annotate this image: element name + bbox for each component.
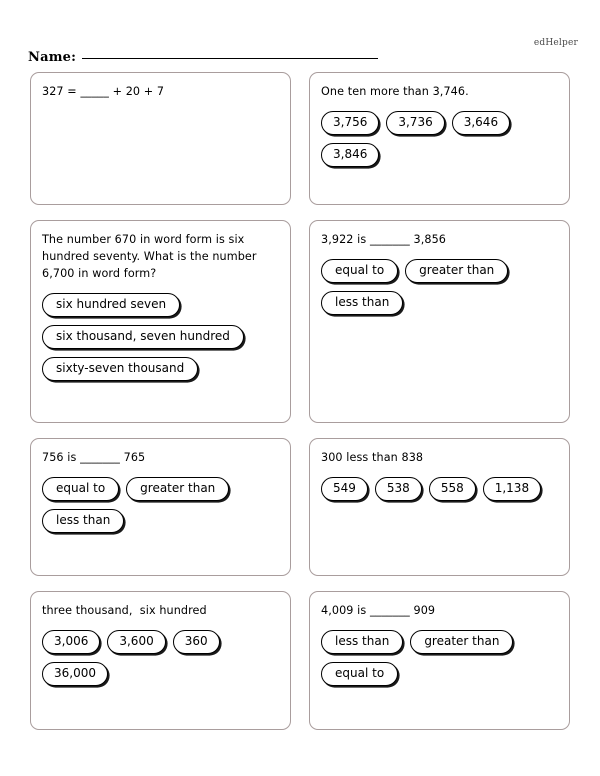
- choice-option[interactable]: 3,846: [321, 143, 379, 167]
- choice-list: [321, 111, 558, 167]
- choice-option[interactable]: greater than: [405, 259, 508, 283]
- name-label: Name:: [28, 50, 77, 65]
- name-field-row: [28, 50, 378, 65]
- worksheet-row-3: [30, 438, 570, 576]
- choice-list: [321, 259, 558, 315]
- problem-box-1: [30, 72, 291, 205]
- choice-option[interactable]: 1,138: [483, 477, 541, 501]
- choice-option[interactable]: 3,006: [42, 630, 100, 654]
- choice-option[interactable]: 538: [375, 477, 422, 501]
- choice-option[interactable]: 3,600: [107, 630, 165, 654]
- problem-box-6: [309, 438, 570, 576]
- choice-option[interactable]: 360: [173, 630, 220, 654]
- choice-option[interactable]: 3,646: [452, 111, 510, 135]
- choice-option[interactable]: equal to: [321, 259, 398, 283]
- problem-question: 3,922 is _______ 3,856: [321, 233, 447, 246]
- choice-option[interactable]: six thousand, seven hundred: [42, 325, 244, 349]
- worksheet-row-2: [30, 220, 570, 423]
- problem-question: 4,009 is _______ 909: [321, 604, 436, 617]
- problem-question: 756 is _______ 765: [42, 451, 146, 464]
- choice-option[interactable]: less than: [321, 630, 403, 654]
- choice-list: [42, 293, 279, 381]
- problem-box-5: [30, 438, 291, 576]
- problem-box-4: [309, 220, 570, 423]
- choice-option[interactable]: 3,736: [386, 111, 444, 135]
- choice-option[interactable]: 36,000: [42, 662, 108, 686]
- problem-box-3: [30, 220, 291, 423]
- name-input-line[interactable]: [82, 58, 378, 59]
- choice-option[interactable]: 549: [321, 477, 368, 501]
- choice-list: [321, 630, 558, 686]
- choice-option[interactable]: sixty-seven thousand: [42, 357, 198, 381]
- problem-box-2: [309, 72, 570, 205]
- choice-option[interactable]: greater than: [410, 630, 513, 654]
- choice-option[interactable]: 558: [429, 477, 476, 501]
- worksheet-row-1: [30, 72, 570, 205]
- problem-question: 327 = _____ + 20 + 7: [42, 85, 165, 98]
- problem-box-7: [30, 591, 291, 730]
- page-header: [0, 0, 600, 70]
- problem-question: three thousand, six hundred: [42, 604, 207, 617]
- choice-list: [42, 630, 279, 686]
- problem-question: One ten more than 3,746.: [321, 85, 469, 98]
- problem-question: The number 670 in word form is six hundred seventy. What is the number 6,700 in word form?: [42, 233, 261, 280]
- choice-option[interactable]: less than: [321, 291, 403, 315]
- choice-option[interactable]: equal to: [321, 662, 398, 686]
- choice-option[interactable]: equal to: [42, 477, 119, 501]
- worksheet-grid: [30, 72, 570, 745]
- choice-list: [321, 477, 558, 501]
- choice-option[interactable]: six hundred seven: [42, 293, 180, 317]
- worksheet-row-4: [30, 591, 570, 730]
- choice-list: [42, 477, 279, 533]
- choice-option[interactable]: greater than: [126, 477, 229, 501]
- problem-question: 300 less than 838: [321, 451, 424, 464]
- problem-box-8: [309, 591, 570, 730]
- edhelper-logo: edHelper: [533, 38, 578, 48]
- choice-option[interactable]: less than: [42, 509, 124, 533]
- choice-option[interactable]: 3,756: [321, 111, 379, 135]
